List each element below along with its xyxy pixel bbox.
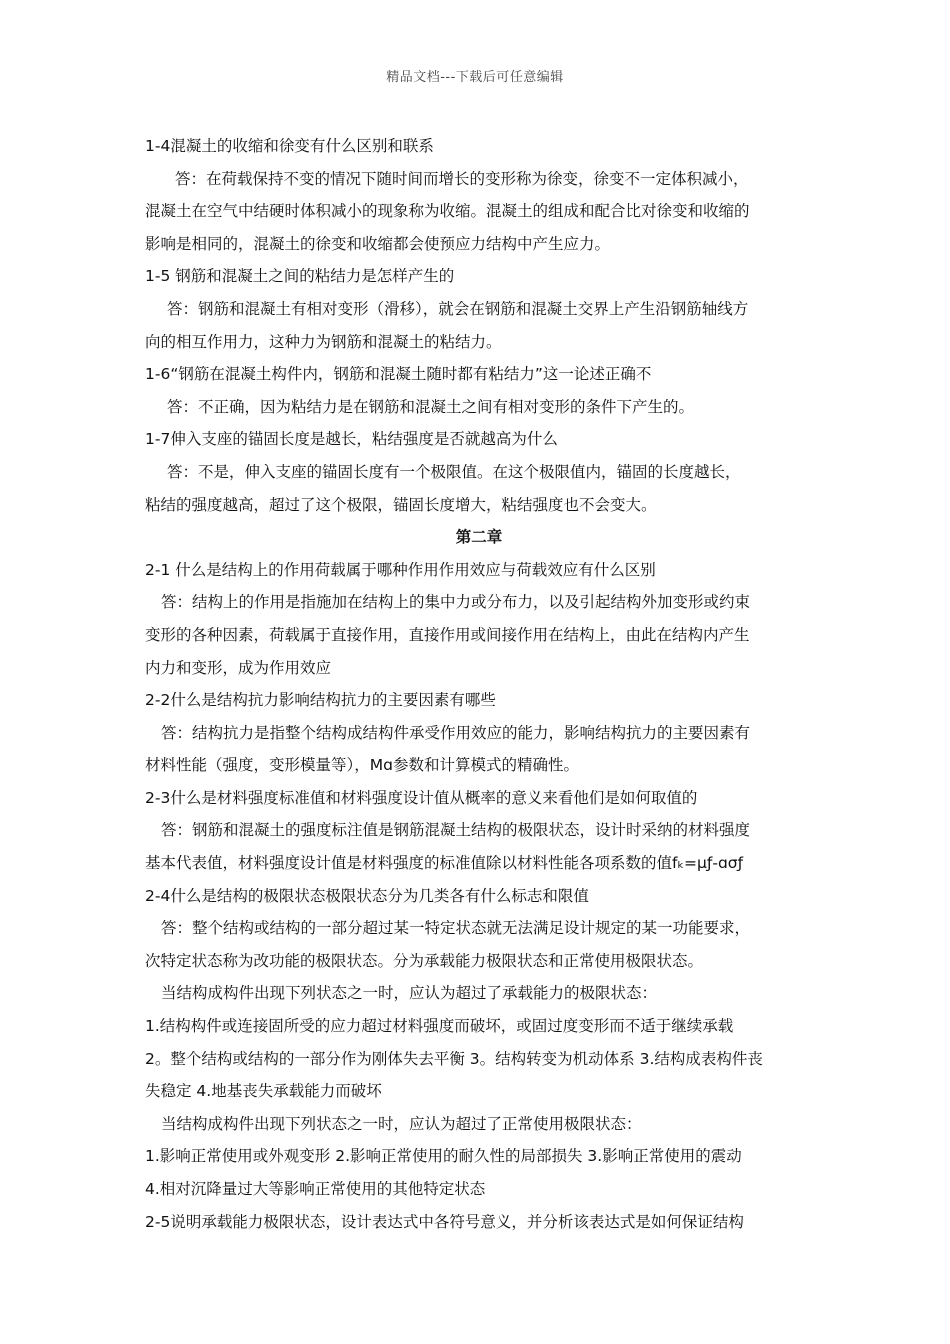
list-line: 2。整个结构或结构的一部分作为刚体失去平衡 3。结构转变为机动体系 3.结构成表构件丧 xyxy=(145,1049,763,1068)
document-body xyxy=(145,130,813,1238)
answer-line: 答：整个结构或结构的一部分超过某一特定状态就无法满足设计规定的某一功能要求， xyxy=(161,919,751,938)
list-line: 4.相对沉降量过大等影响正常使用的其他特定状态 xyxy=(145,1180,486,1198)
list-line: 失稳定 4.地基丧失承载能力而破坏 xyxy=(145,1082,382,1101)
answer-line: 材料性能（强度，变形模量等），Mɑ参数和计算模式的精确性。 xyxy=(145,756,579,775)
question-2-2: 2-2什么是结构抗力影响结构抗力的主要因素有哪些 xyxy=(145,691,496,710)
answer-line: 答：结构抗力是指整个结构成结构件承受作用效应的能力，影响结构抗力的主要因素有 xyxy=(161,723,751,742)
answer-line: 粘结的强度越高，超过了这个极限，锚固长度增大，粘结强度也不会变大。 xyxy=(145,495,657,514)
page-header: 精品文档---下载后可任意编辑 xyxy=(386,70,564,85)
question-1-5: 1-5 钢筋和混凝土之间的粘结力是怎样产生的 xyxy=(145,267,455,286)
answer-line: 影响是相同的，混凝土的徐变和收缩都会使预应力结构中产生应力。 xyxy=(145,234,611,253)
answer-line: 答：结构上的作用是指施加在结构上的集中力或分布力，以及引起结构外加变形或约束 xyxy=(161,593,751,612)
answer-line: 答：不是，伸入支座的锚固长度有一个极限值。在这个极限值内，锚固的长度越长， xyxy=(167,462,741,481)
chapter-heading: 第二章 xyxy=(455,528,503,547)
question-2-4: 2-4什么是结构的极限状态极限状态分为几类各有什么标志和限值 xyxy=(145,886,589,905)
answer-line: 答：在荷载保持不变的情况下随时间而增长的变形称为徐变，徐变不一定体积减小， xyxy=(175,169,749,188)
answer-line: 当结构成构件出现下列状态之一时，应认为超过了承载能力的极限状态： xyxy=(161,984,658,1003)
question-2-5: 2-5说明承载能力极限状态，设计表达式中各符号意义，并分析该表达式是如何保证结构 xyxy=(145,1212,744,1231)
answer-line: 答：钢筋和混凝土有相对变形（滑移），就会在钢筋和混凝土交界上产生沿钢筋轴线方 xyxy=(167,299,749,318)
list-line: 1.结构构件或连接固所受的应力超过材料强度而破坏，或固过度变形而不适于继续承载 xyxy=(145,1017,734,1036)
question-2-3: 2-3什么是材料强度标准值和材料强度设计值从概率的意义来看他们是如何取值的 xyxy=(145,788,698,807)
answer-line: 答：钢筋和混凝土的强度标注值是钢筋混凝土结构的极限状态，设计时采纳的材料强度 xyxy=(161,821,751,840)
answer-line: 内力和变形，成为作用效应 xyxy=(145,658,332,677)
answer-line: 答：不正确，因为粘结力是在钢筋和混凝土之间有相对变形的条件下产生的。 xyxy=(167,397,695,416)
question-2-1: 2-1 什么是结构上的作用荷载属于哪种作用作用效应与荷载效应有什么区别 xyxy=(145,560,656,579)
question-1-7: 1-7伸入支座的锚固长度是越长，粘结强度是否就越高为什么 xyxy=(145,430,558,449)
question-1-4: 1-4混凝土的收缩和徐变有什么区别和联系 xyxy=(145,137,434,155)
answer-line: 混凝土在空气中结硬时体积减小的现象称为收缩。混凝土的组成和配合比对徐变和收缩的 xyxy=(145,202,750,221)
answer-line: 变形的各种因素，荷载属于直接作用，直接作用或间接作用在结构上，由此在结构内产生 xyxy=(145,625,750,644)
answer-line: 当结构成构件出现下列状态之一时，应认为超过了正常使用极限状态： xyxy=(161,1114,642,1133)
list-line: 1.影响正常使用或外观变形 2.影响正常使用的耐久性的局部损失 3.影响正常使用的震动 xyxy=(145,1147,742,1166)
answer-line: 向的相互作用力，这种力为钢筋和混凝土的粘结力。 xyxy=(145,332,502,351)
question-1-6: 1-6“钢筋在混凝土构件内，钢筋和混凝土随时都有粘结力”这一论述正确不 xyxy=(145,365,652,384)
answer-line: 基本代表值，材料强度设计值是材料强度的标准值除以材料性能各项系数的值fₖ=μƒ-ɑσƒ xyxy=(145,854,744,873)
answer-line: 次特定状态称为改功能的极限状态。分为承载能力极限状态和正常使用极限状态。 xyxy=(145,951,704,970)
